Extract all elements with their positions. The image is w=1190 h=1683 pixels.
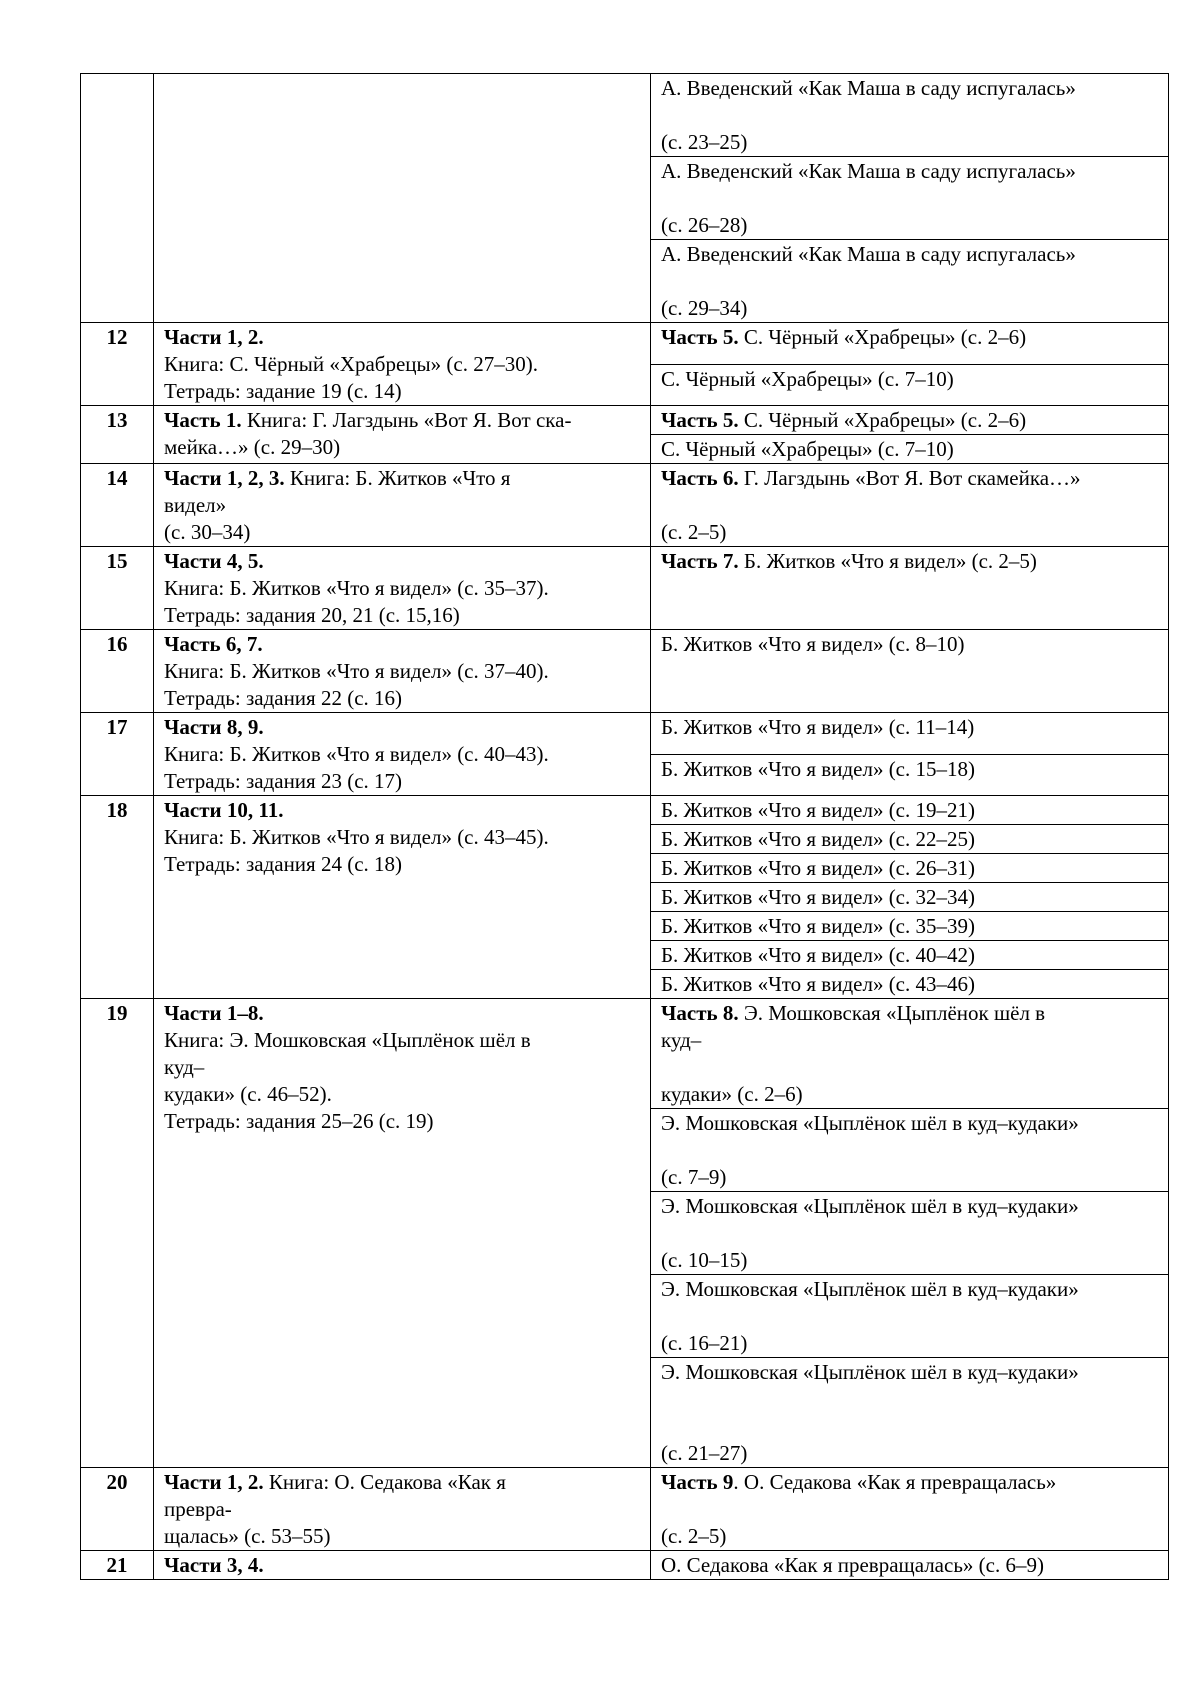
reading-text: А. Введенский «Как Маша в саду испугалась» (661, 76, 1076, 100)
table-row (81, 323, 1169, 365)
reading-cell (651, 713, 1169, 755)
reading-line (661, 436, 1160, 463)
reading-text: (с. 2–5) (661, 520, 727, 544)
reading-cell (651, 1192, 1169, 1275)
part-label: Часть 6. (661, 466, 739, 490)
reading-line (661, 75, 1160, 102)
lesson-assignment-cell (154, 74, 651, 323)
reading-text: Б. Житков «Что я видел» (с. 19–21) (661, 798, 975, 822)
part-label: Части 8, 9. (164, 715, 264, 739)
assignment-line (164, 378, 644, 405)
assignment-text: Книга: Г. Лагздынь «Вот Я. Вот ска- (241, 408, 572, 432)
assignment-text: Книга: С. Чёрный «Храбрецы» (с. 27–30). (164, 352, 538, 376)
reading-cell (651, 240, 1169, 323)
reading-cell (651, 1358, 1169, 1468)
reading-line (661, 1164, 1160, 1191)
reading-line (661, 1110, 1160, 1137)
reading-text: Б. Житков «Что я видел» (с. 8–10) (661, 632, 965, 656)
assignment-text: Тетрадь: задания 25–26 (с. 19) (164, 1109, 434, 1133)
reading-line (661, 1552, 1160, 1579)
reading-cell (651, 547, 1169, 630)
assignment-text: Тетрадь: задания 23 (с. 17) (164, 769, 403, 793)
lesson-number: 18 (81, 796, 154, 999)
assignment-text: видел» (164, 493, 227, 517)
reading-line (661, 1137, 1160, 1164)
reading-line (661, 631, 1160, 658)
reading-cell (651, 999, 1169, 1109)
assignment-text: Тетрадь: задание 19 (с. 14) (164, 379, 402, 403)
table-row (81, 547, 1169, 630)
table-row (81, 406, 1169, 435)
reading-text: Б. Житков «Что я видел» (с. 2–5) (738, 549, 1037, 573)
part-label: Части 1, 2. (164, 325, 264, 349)
reading-cell (651, 364, 1169, 406)
reading-text: кудаки» (с. 2–6) (661, 1082, 803, 1106)
lesson-number: 12 (81, 323, 154, 406)
assignment-line (164, 465, 644, 492)
assignment-line (164, 492, 644, 519)
reading-line (661, 826, 1160, 853)
reading-line (661, 407, 1160, 434)
reading-line (661, 548, 1160, 575)
assignment-text: Тетрадь: задания 22 (с. 16) (164, 686, 403, 710)
reading-cell (651, 157, 1169, 240)
reading-line (661, 1247, 1160, 1274)
assignment-text: Книга: Э. Мошковская «Цыплёнок шёл в (164, 1028, 531, 1052)
assignment-line (164, 714, 644, 741)
assignment-line (164, 631, 644, 658)
lesson-assignment-cell (154, 1551, 651, 1580)
part-label: Части 1–8. (164, 1001, 264, 1025)
reading-line (661, 971, 1160, 998)
reading-line (661, 519, 1160, 546)
lesson-number: 17 (81, 713, 154, 796)
lesson-number: 14 (81, 464, 154, 547)
reading-cell (651, 1551, 1169, 1580)
lesson-number (81, 74, 154, 323)
assignment-line (164, 824, 644, 851)
assignment-line (164, 741, 644, 768)
reading-cell (651, 323, 1169, 365)
reading-line (661, 295, 1160, 322)
reading-line (661, 241, 1160, 268)
reading-line (661, 268, 1160, 295)
lesson-assignment-cell (154, 999, 651, 1468)
assignment-text: Книга: Б. Житков «Что я видел» (с. 37–40). (164, 659, 549, 683)
reading-text: Б. Житков «Что я видел» (с. 11–14) (661, 715, 975, 739)
assignment-text: Книга: Б. Житков «Что я видел» (с. 43–45). (164, 825, 549, 849)
assignment-line (164, 1469, 644, 1496)
table-row (81, 74, 1169, 157)
reading-text: О. Седакова «Как я превращалась» (с. 6–9) (661, 1553, 1044, 1577)
assignment-line (164, 1523, 644, 1550)
assignment-line (164, 658, 644, 685)
lesson-plan-body (81, 74, 1169, 1580)
reading-line (661, 1027, 1160, 1054)
reading-text: куд– (661, 1028, 702, 1052)
lesson-assignment-cell (154, 1468, 651, 1551)
reading-line (661, 129, 1160, 156)
reading-line (661, 797, 1160, 824)
part-label: Части 4, 5. (164, 549, 264, 573)
reading-line (661, 1054, 1160, 1081)
reading-text: Б. Житков «Что я видел» (с. 35–39) (661, 914, 975, 938)
reading-line (661, 1413, 1160, 1440)
assignment-line (164, 851, 644, 878)
table-row (81, 1468, 1169, 1551)
reading-line (661, 1440, 1160, 1467)
assignment-line (164, 768, 644, 795)
reading-text: С. Чёрный «Храбрецы» (с. 7–10) (661, 437, 954, 461)
reading-cell (651, 854, 1169, 883)
reading-cell (651, 435, 1169, 464)
reading-text: А. Введенский «Как Маша в саду испугалась» (661, 159, 1076, 183)
assignment-line (164, 407, 644, 434)
reading-text: Э. Мошковская «Цыплёнок шёл в (738, 1001, 1046, 1025)
reading-line (661, 1000, 1160, 1027)
reading-line (661, 1496, 1160, 1523)
assignment-text: Книга: Б. Житков «Что я (284, 466, 511, 490)
part-label: Часть 7. (661, 549, 739, 573)
reading-text: Э. Мошковская «Цыплёнок шёл в куд–кудаки» (661, 1111, 1079, 1135)
assignment-line (164, 1000, 644, 1027)
reading-cell (651, 912, 1169, 941)
lesson-number: 20 (81, 1468, 154, 1551)
reading-line (661, 884, 1160, 911)
reading-cell (651, 796, 1169, 825)
lesson-assignment-cell (154, 406, 651, 464)
reading-line (661, 492, 1160, 519)
table-row (81, 464, 1169, 547)
assignment-line (164, 1496, 644, 1523)
lesson-number: 16 (81, 630, 154, 713)
assignment-line (164, 797, 644, 824)
assignment-text: кудаки» (с. 46–52). (164, 1082, 332, 1106)
reading-text: Г. Лагздынь «Вот Я. Вот скамейка…» (738, 466, 1081, 490)
reading-text: (с. 21–27) (661, 1441, 748, 1465)
reading-text: (с. 16–21) (661, 1331, 748, 1355)
reading-line (661, 1330, 1160, 1357)
reading-text: . О. Седакова «Как я превращалась» (733, 1470, 1057, 1494)
assignment-line (164, 685, 644, 712)
reading-cell (651, 630, 1169, 713)
reading-cell (651, 754, 1169, 796)
reading-line (661, 756, 1160, 783)
part-label: Часть 6, 7. (164, 632, 263, 656)
reading-text: А. Введенский «Как Маша в саду испугалась» (661, 242, 1076, 266)
reading-line (661, 1193, 1160, 1220)
lesson-number: 13 (81, 406, 154, 464)
reading-text: Б. Житков «Что я видел» (с. 26–31) (661, 856, 975, 880)
reading-cell (651, 1468, 1169, 1551)
assignment-text: Тетрадь: задания 24 (с. 18) (164, 852, 403, 876)
assignment-line (164, 351, 644, 378)
reading-cell (651, 74, 1169, 157)
assignment-text: щалась» (с. 53–55) (164, 1524, 331, 1548)
reading-cell (651, 970, 1169, 999)
reading-line (661, 1359, 1160, 1386)
assignment-text: Книга: Б. Житков «Что я видел» (с. 35–37). (164, 576, 549, 600)
reading-line (661, 158, 1160, 185)
reading-line (661, 913, 1160, 940)
table-row (81, 630, 1169, 713)
reading-line (661, 1276, 1160, 1303)
table-row (81, 796, 1169, 825)
lesson-assignment-cell (154, 713, 651, 796)
reading-line (661, 942, 1160, 969)
reading-text: Б. Житков «Что я видел» (с. 40–42) (661, 943, 975, 967)
assignment-line (164, 1552, 644, 1579)
reading-text: Э. Мошковская «Цыплёнок шёл в куд–кудаки» (661, 1360, 1079, 1384)
assignment-text: куд– (164, 1055, 205, 1079)
reading-line (661, 212, 1160, 239)
reading-line (661, 185, 1160, 212)
reading-text: (с. 10–15) (661, 1248, 748, 1272)
assignment-text: Тетрадь: задания 20, 21 (с. 15,16) (164, 603, 460, 627)
reading-line (661, 324, 1160, 351)
reading-line (661, 714, 1160, 741)
reading-line (661, 1220, 1160, 1247)
lesson-plan-table (80, 73, 1169, 1580)
reading-line (661, 366, 1160, 393)
part-label: Часть 8. (661, 1001, 739, 1025)
lesson-assignment-cell (154, 323, 651, 406)
reading-line (661, 465, 1160, 492)
part-label: Часть 5. (661, 408, 739, 432)
reading-line (661, 1386, 1160, 1413)
reading-cell (651, 825, 1169, 854)
assignment-text: (с. 30–34) (164, 520, 251, 544)
lesson-assignment-cell (154, 630, 651, 713)
reading-text: Б. Житков «Что я видел» (с. 15–18) (661, 756, 975, 781)
table-row (81, 999, 1169, 1109)
lesson-assignment-cell (154, 464, 651, 547)
reading-text: Э. Мошковская «Цыплёнок шёл в куд–кудаки» (661, 1277, 1079, 1301)
reading-text: Э. Мошковская «Цыплёнок шёл в куд–кудаки» (661, 1194, 1079, 1218)
lesson-assignment-cell (154, 547, 651, 630)
reading-text: (с. 29–34) (661, 296, 748, 320)
reading-cell (651, 1109, 1169, 1192)
reading-text: С. Чёрный «Храбрецы» (с. 7–10) (661, 366, 954, 391)
assignment-line (164, 1108, 644, 1135)
reading-cell (651, 883, 1169, 912)
part-label: Часть 1. (164, 408, 242, 432)
reading-line (661, 1523, 1160, 1550)
assignment-line (164, 575, 644, 602)
lesson-number: 19 (81, 999, 154, 1468)
assignment-line (164, 1054, 644, 1081)
lesson-number: 21 (81, 1551, 154, 1580)
reading-text: Б. Житков «Что я видел» (с. 22–25) (661, 827, 975, 851)
assignment-line (164, 1027, 644, 1054)
reading-line (661, 1081, 1160, 1108)
assignment-line (164, 1081, 644, 1108)
reading-text: (с. 23–25) (661, 130, 748, 154)
assignment-text: Книга: О. Седакова «Как я (263, 1470, 506, 1494)
reading-line (661, 1303, 1160, 1330)
assignment-line (164, 324, 644, 351)
reading-text: (с. 26–28) (661, 213, 748, 237)
reading-line (661, 855, 1160, 882)
assignment-line (164, 434, 644, 461)
reading-text: С. Чёрный «Храбрецы» (с. 2–6) (738, 325, 1027, 349)
assignment-line (164, 519, 644, 546)
assignment-text: Книга: Б. Житков «Что я видел» (с. 40–43). (164, 742, 549, 766)
assignment-text: превра- (164, 1497, 232, 1521)
table-row (81, 713, 1169, 755)
reading-line (661, 1469, 1160, 1496)
assignment-line (164, 548, 644, 575)
reading-cell (651, 464, 1169, 547)
reading-text: Б. Житков «Что я видел» (с. 32–34) (661, 885, 975, 909)
lesson-assignment-cell (154, 796, 651, 999)
reading-cell (651, 941, 1169, 970)
reading-text: Б. Житков «Что я видел» (с. 43–46) (661, 972, 975, 996)
table-row (81, 1551, 1169, 1580)
reading-cell (651, 1275, 1169, 1358)
reading-text: (с. 7–9) (661, 1165, 727, 1189)
lesson-number: 15 (81, 547, 154, 630)
assignment-text: мейка…» (с. 29–30) (164, 435, 341, 459)
part-label: Части 3, 4. (164, 1553, 264, 1577)
part-label: Часть 9 (661, 1470, 734, 1494)
assignment-line (164, 602, 644, 629)
part-label: Части 1, 2. (164, 1470, 264, 1494)
reading-cell (651, 406, 1169, 435)
reading-text: (с. 2–5) (661, 1524, 727, 1548)
part-label: Часть 5. (661, 325, 739, 349)
part-label: Части 1, 2, 3. (164, 466, 285, 490)
reading-text: С. Чёрный «Храбрецы» (с. 2–6) (738, 408, 1027, 432)
reading-line (661, 102, 1160, 129)
part-label: Части 10, 11. (164, 798, 284, 822)
